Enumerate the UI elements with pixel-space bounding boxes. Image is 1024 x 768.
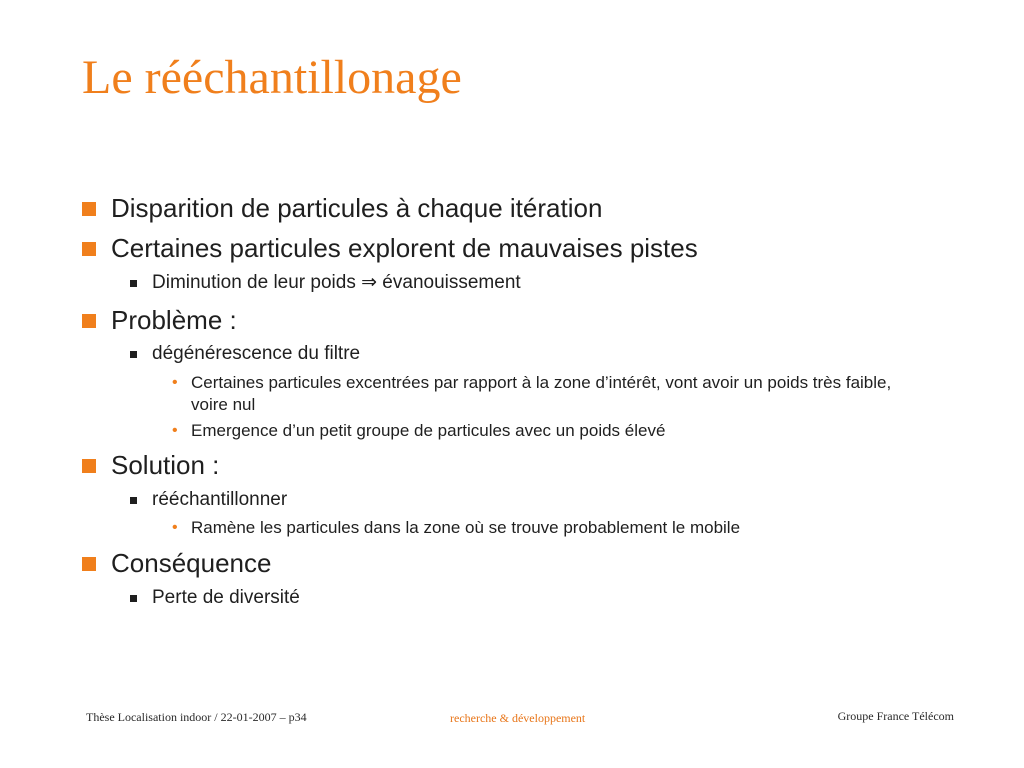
bullet-text: dégénérescence du filtre [152,343,361,364]
small-square-bullet-icon [130,351,137,358]
footer-left-text: Thèse Localisation indoor / 22-01-2007 – p34 [86,710,307,724]
bullet-text: Emergence d’un petit groupe de particules avec un poids élevé [191,421,666,440]
bullet-text: Problème : [111,305,237,335]
dot-bullet-icon: • [172,519,178,536]
slide-title: Le rééchantillonage [82,51,462,104]
square-bullet-icon [82,202,96,216]
bullet-text: Diminution de leur poids ⇒ évanouissement [152,272,521,293]
small-square-bullet-icon [130,595,137,602]
small-square-bullet-icon [130,280,137,287]
footer-right-text: Groupe France Télécom [837,709,954,723]
bullet-text: Ramène les particules dans la zone où se trouve probablement le mobile [191,518,741,537]
square-bullet-icon [82,314,96,328]
bullet-text: Disparition de particules à chaque itération [111,193,603,223]
footer-center-text: recherche & développement [450,711,586,725]
bullet-text: Perte de diversité [152,587,300,608]
bullet-text: Certaines particules explorent de mauvaises pistes [111,233,698,263]
small-square-bullet-icon [130,497,137,504]
bullet-text: Solution : [111,450,220,480]
square-bullet-icon [82,557,96,571]
bullet-text: rééchantillonner [152,489,288,510]
square-bullet-icon [82,459,96,473]
dot-bullet-icon: • [172,374,178,391]
bullet-text: Conséquence [111,548,272,578]
bullet-text: Certaines particules excentrées par rapport à la zone d’intérêt, vont avoir un poids très faible, voire nul [191,373,892,414]
square-bullet-icon [82,242,96,256]
dot-bullet-icon: • [172,422,178,439]
